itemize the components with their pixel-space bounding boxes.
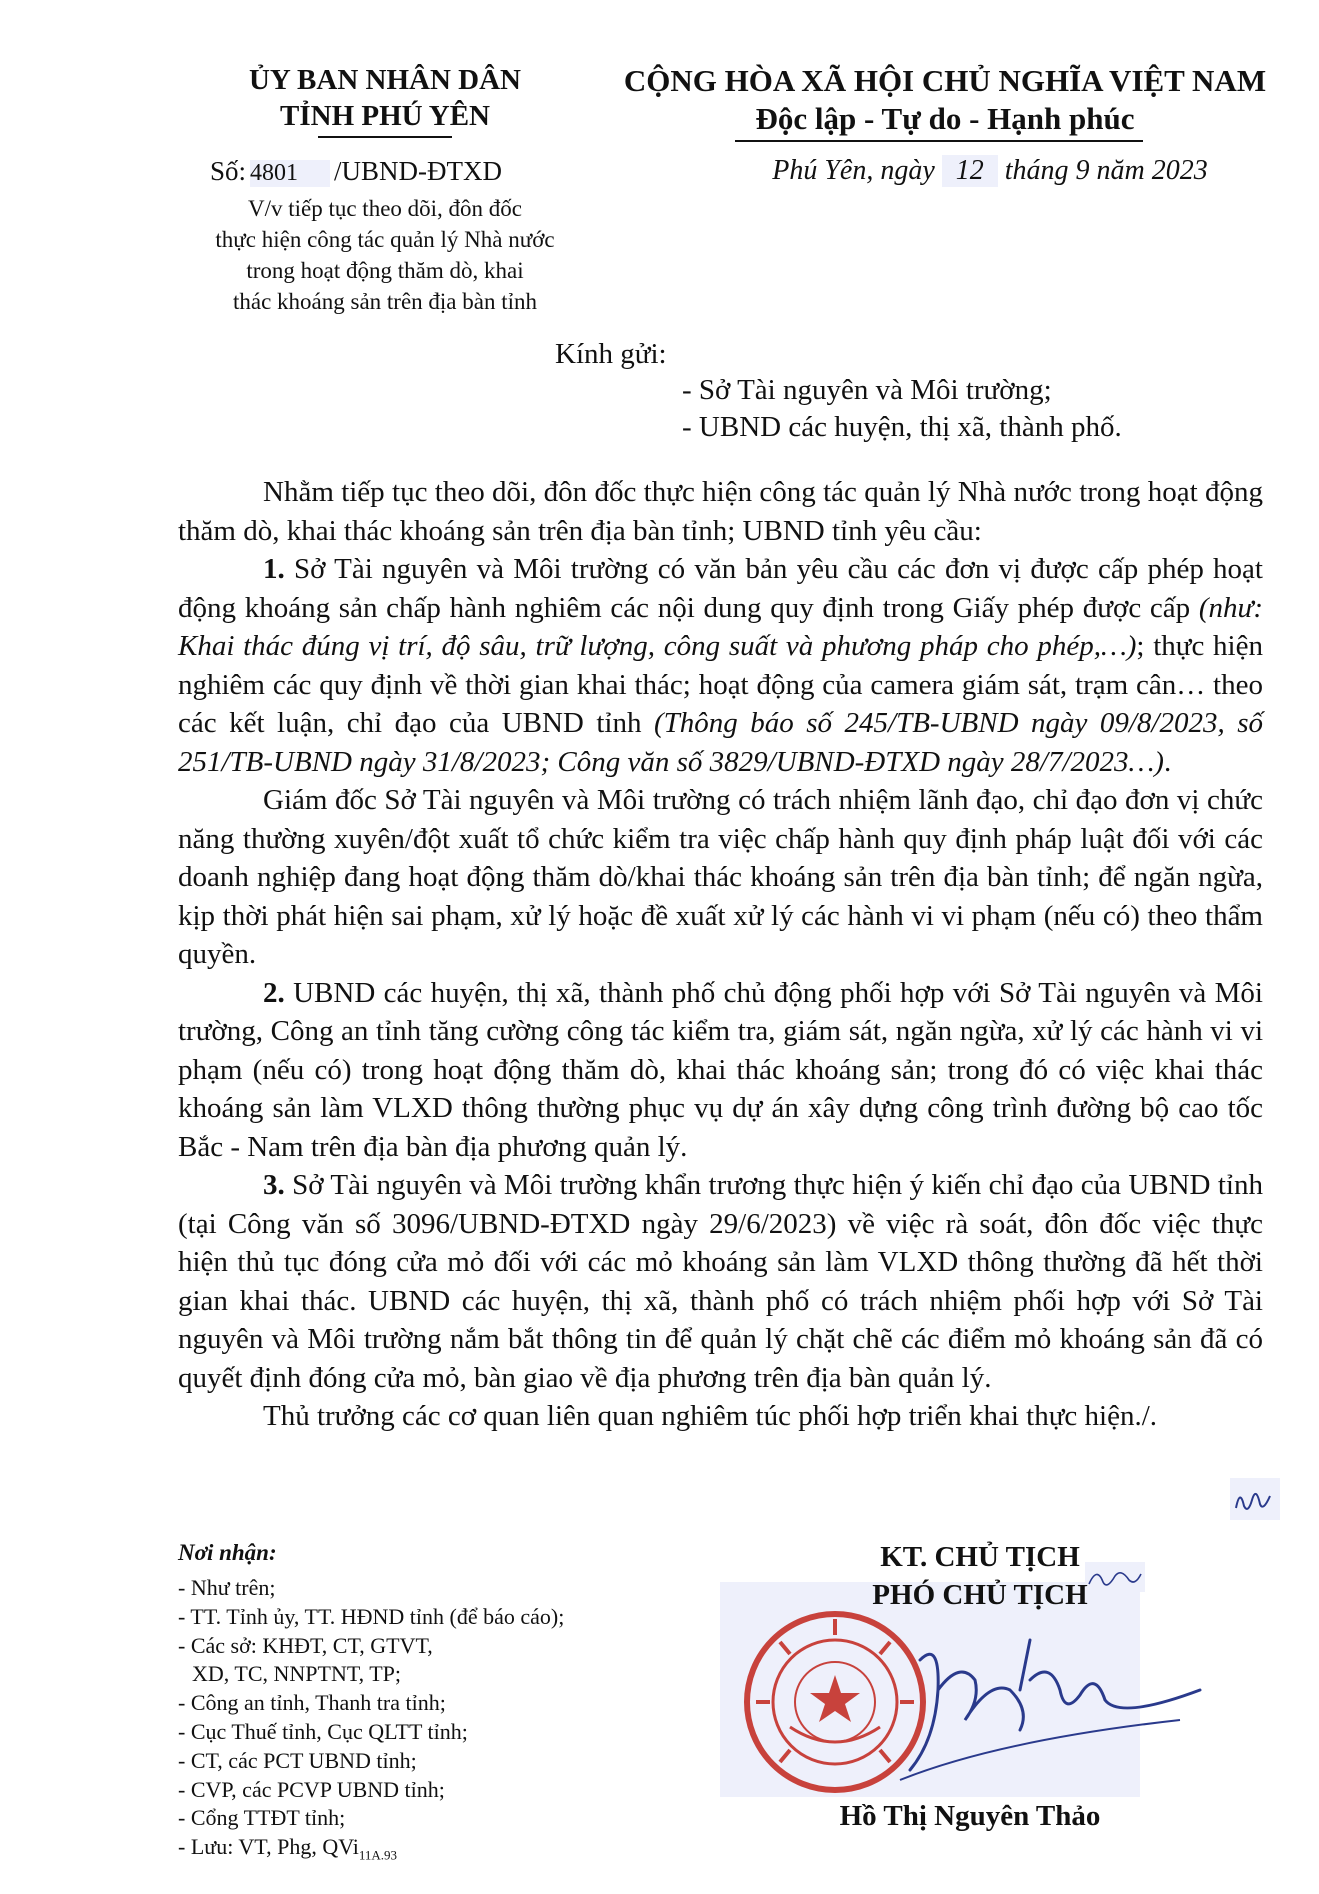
item-2-paragraph bbox=[178, 974, 1263, 1167]
org-line-1: ỦY BAN NHÂN DÂN bbox=[248, 64, 521, 96]
subject-line: trong hoạt động thăm dò, khai bbox=[246, 258, 524, 283]
storage-code: 11A.93 bbox=[358, 1847, 398, 1863]
distribution-item: - Cục Thuế tỉnh, Cục QLTT tỉnh; bbox=[178, 1718, 468, 1744]
nation-line-1: CỘNG HÒA XÃ HỘI CHỦ NGHĨA VIỆT NAM bbox=[623, 63, 1267, 98]
distribution-item: - TT. Tỉnh ủy, TT. HĐND tỉnh (để báo cáo); bbox=[178, 1603, 565, 1629]
so-suffix: /UBND-ĐTXD bbox=[334, 156, 503, 186]
recipient-2: - UBND các huyện, thị xã, thành phố. bbox=[682, 411, 1122, 443]
item-1-text-a: Sở Tài nguyên và Môi trường có văn bản yêu cầu các đơn vị được cấp phép hoạt động khoáng sản chấp hành nghiêm các nội dung quy định trong Giấy phép được cấp bbox=[178, 553, 1263, 624]
document-number bbox=[210, 156, 502, 187]
distribution-item: - Như trên; bbox=[178, 1575, 276, 1600]
letter-body bbox=[178, 473, 1263, 1436]
item-1-number: 1. bbox=[263, 553, 285, 585]
subject bbox=[150, 193, 620, 317]
intro-paragraph: Nhằm tiếp tục theo dõi, đôn đốc thực hiện công tác quản lý Nhà nước trong hoạt động thăm dò, khai thác khoáng sản trên địa bàn tỉnh; UBND tỉnh yêu cầu: bbox=[178, 476, 1263, 547]
date-day: 12 bbox=[942, 155, 998, 187]
distribution-item: - CT, các PCT UBND tỉnh; bbox=[178, 1747, 417, 1773]
date-prefix: Phú Yên, ngày bbox=[772, 155, 935, 186]
initials-mark bbox=[1230, 1478, 1280, 1520]
item-1-italic: (như: Khai thác đúng vị trí, độ sâu, trữ lượng, công suất và phương pháp cho phép,…) bbox=[178, 591, 1263, 662]
kinh-gui-label: Kính gửi: bbox=[555, 338, 667, 370]
distribution-item: - Các sở: KHĐT, CT, GTVT, bbox=[178, 1632, 433, 1658]
signer-title-line-2: PHÓ CHỦ TỊCH bbox=[872, 1579, 1088, 1611]
noi-nhan-label: Nơi nhận: bbox=[178, 1540, 277, 1565]
closing-paragraph: Thủ trưởng các cơ quan liên quan nghiêm túc phối hợp triển khai thực hiện./. bbox=[263, 1400, 1158, 1432]
so-label: Số: bbox=[210, 156, 247, 186]
nation-line-2: Độc lập - Tự do - Hạnh phúc bbox=[755, 101, 1135, 136]
item-1-text-b: ; thực hiện nghiêm các quy định về thời gian khai thác; hoạt động của camera giám sát, trạm cân… theo các kết luận, chỉ đạo của UBND tỉnh bbox=[178, 630, 1263, 739]
item-1-italic-2: (Thông báo số 245/TB-UBND ngày 09/8/2023, số 251/TB-UBND ngày 31/8/2023; Công văn số 3829/UBND-ĐTXD ngày 28/7/2023…) bbox=[178, 707, 1263, 778]
distribution-item: - Công an tỉnh, Thanh tra tỉnh; bbox=[178, 1690, 446, 1716]
signer-title-line-1: KT. CHỦ TỊCH bbox=[880, 1541, 1080, 1573]
subject-line: V/v tiếp tục theo dõi, đôn đốc bbox=[247, 196, 523, 221]
so-number: 4801 bbox=[250, 160, 330, 187]
storage-label: - Lưu: VT, Phg, QVi bbox=[178, 1834, 359, 1860]
item-1-paragraph bbox=[178, 550, 1263, 781]
item-1-end: . bbox=[1163, 745, 1172, 778]
motto-underline bbox=[735, 140, 1143, 142]
item-1-paragraph-2: Giám đốc Sở Tài nguyên và Môi trường có trách nhiệm lãnh đạo, chỉ đạo đơn vị chức năng thường xuyên/đột xuất tổ chức kiểm tra việc chấp hành quy định pháp luật đối với các doanh nghiệp đang hoạt động thăm dò/khai thác khoáng sản trên địa bàn tỉnh; để ngăn ngừa, kịp thời phát hiện sai phạm, xử lý hoặc đề xuất xử lý các hành vi vi phạm (nếu có) theo thẩm quyền. bbox=[178, 784, 1263, 970]
signer-title bbox=[820, 1538, 1140, 1614]
org-name bbox=[150, 62, 620, 134]
date-suffix: tháng 9 năm 2023 bbox=[1004, 155, 1208, 186]
distribution-item bbox=[178, 1833, 564, 1870]
distribution-list bbox=[178, 1574, 564, 1870]
recipient-1: - Sở Tài nguyên và Môi trường; bbox=[682, 374, 1052, 406]
org-underline bbox=[318, 136, 452, 138]
subject-line: thực hiện công tác quản lý Nhà nước bbox=[215, 227, 555, 252]
item-3-text: Sở Tài nguyên và Môi trường khẩn trương thực hiện ý kiến chỉ đạo của UBND tỉnh (tại Công văn số 3096/UBND-ĐTXD ngày 29/6/2023) về việc rà soát, đôn đốc việc thực hiện thủ tục đóng cửa mỏ đối với các mỏ khoáng sản làm VLXD thông thường đã hết thời gian khai thác. UBND các huyện, thị xã, thành phố có trách nhiệm phối hợp với Sở Tài nguyên và Môi trường nắm bắt thông tin để quản lý chặt chẽ các điểm mỏ khoáng sản đã có quyết định đóng cửa mỏ, bàn giao về địa phương trên địa bàn quản lý. bbox=[178, 1169, 1263, 1394]
national-motto bbox=[600, 62, 1290, 138]
item-2-text: UBND các huyện, thị xã, thành phố chủ động phối hợp với Sở Tài nguyên và Môi trường, Công an tỉnh tăng cường công tác kiểm tra, giám sát, ngăn ngừa, xử lý các hành vi vi phạm (nếu có) trong hoạt động thăm dò, khai thác khoáng sản; trong đó có việc khai thác khoáng sản làm VLXD thông thường phục vụ dự án xây dựng công trình đường bộ cao tốc Bắc - Nam trên địa bàn địa phương quản lý. bbox=[178, 976, 1263, 1163]
signer-name: Hồ Thị Nguyên Thảo bbox=[839, 1800, 1101, 1832]
distribution-item: XD, TC, NNPTNT, TP; bbox=[192, 1661, 402, 1687]
handwritten-signature bbox=[880, 1620, 1210, 1795]
item-2-number: 2. bbox=[263, 976, 285, 1009]
distribution-item: - Cổng TTĐT tỉnh; bbox=[178, 1805, 346, 1831]
org-line-2: TỈNH PHÚ YÊN bbox=[280, 100, 490, 132]
distribution-item: - CVP, các PCVP UBND tỉnh; bbox=[178, 1776, 445, 1802]
item-3-number: 3. bbox=[263, 1169, 285, 1201]
item-3-paragraph bbox=[178, 1166, 1263, 1397]
subject-line: thác khoáng sản trên địa bàn tỉnh bbox=[232, 289, 538, 314]
issue-date bbox=[690, 155, 1290, 187]
